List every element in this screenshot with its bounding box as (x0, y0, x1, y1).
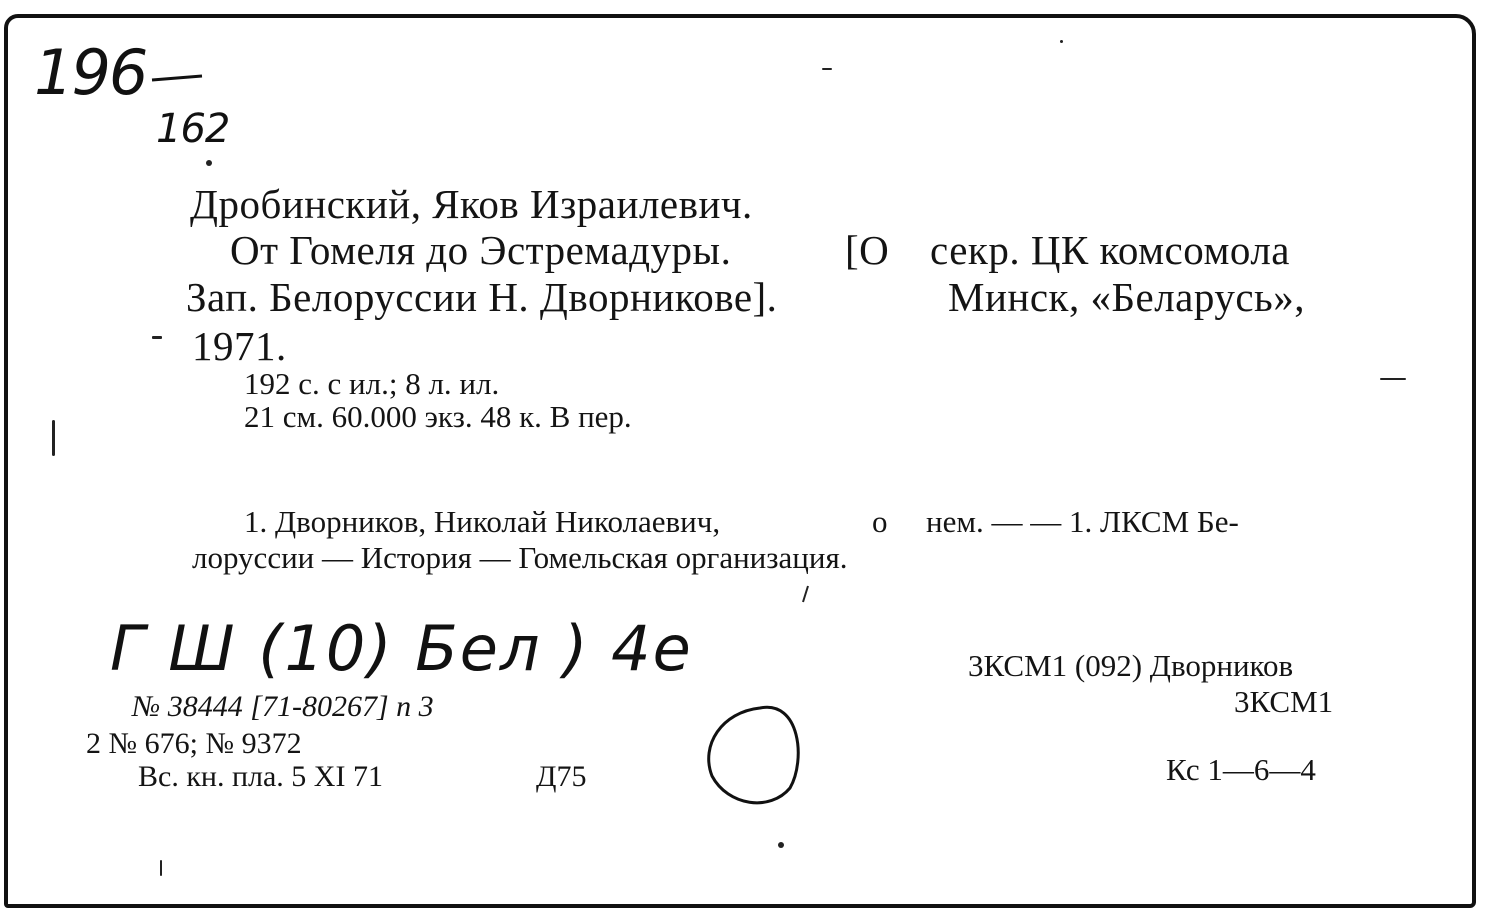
scan-speck (160, 860, 162, 876)
shelfmark-top: 196 (34, 36, 147, 109)
classification-full: 3КСМ1 (092) Дворников (968, 648, 1294, 683)
scan-speck (52, 420, 55, 456)
title-line1-c: секр. ЦК комсомола (930, 227, 1291, 273)
scan-speck (778, 842, 784, 848)
footer-line3: Вс. кн. пла. 5 XI 71 (138, 760, 383, 793)
footer-line2: 2 № 676; № 9372 (86, 727, 302, 760)
footer-code-d: Д75 (536, 760, 587, 793)
collation-line1: 192 с. с ил.; 8 л. ил. (244, 366, 500, 401)
scan-speck (822, 68, 832, 70)
title-line2-a: Зап. Белоруссии Н. Дворникове]. (186, 274, 778, 320)
classification-short: 3КСМ1 (1234, 684, 1334, 719)
scan-speck (152, 336, 162, 339)
order-number-line: № 38444 [71-80267] п 3 (132, 690, 434, 723)
author-heading: Дробинский, Яков Израилевич. (190, 181, 753, 227)
title-line2-b: Минск, «Беларусь», (948, 274, 1305, 320)
scan-speck (1380, 378, 1406, 380)
scan-speck (206, 160, 212, 166)
shelfmark-bottom: 162 (156, 106, 230, 152)
tracings-line1-a: 1. Дворников, Николай Николаевич, (244, 504, 721, 539)
scan-speck (1060, 40, 1063, 43)
pencil-tick (803, 586, 808, 602)
tracings-line1-b: о (872, 504, 888, 539)
pencil-circle (709, 707, 799, 803)
title-line3: 1971. (192, 323, 287, 369)
collation-line2: 21 см. 60.000 экз. 48 к. В пер. (244, 399, 632, 434)
title-line1-b: [О (845, 227, 890, 273)
tracings-line2: лоруссии — История — Гомельская организация. (192, 540, 848, 575)
title-line1-a: От Гомеля до Эстремадуры. (230, 227, 732, 273)
kc-code: Кс 1—6—4 (1166, 752, 1316, 787)
handwritten-note: Г Ш (10) Бел ) 4е (110, 612, 693, 685)
tracings-line1-c: нем. — — 1. ЛКСМ Бе- (926, 504, 1239, 539)
shelfmark-dash (152, 76, 202, 80)
